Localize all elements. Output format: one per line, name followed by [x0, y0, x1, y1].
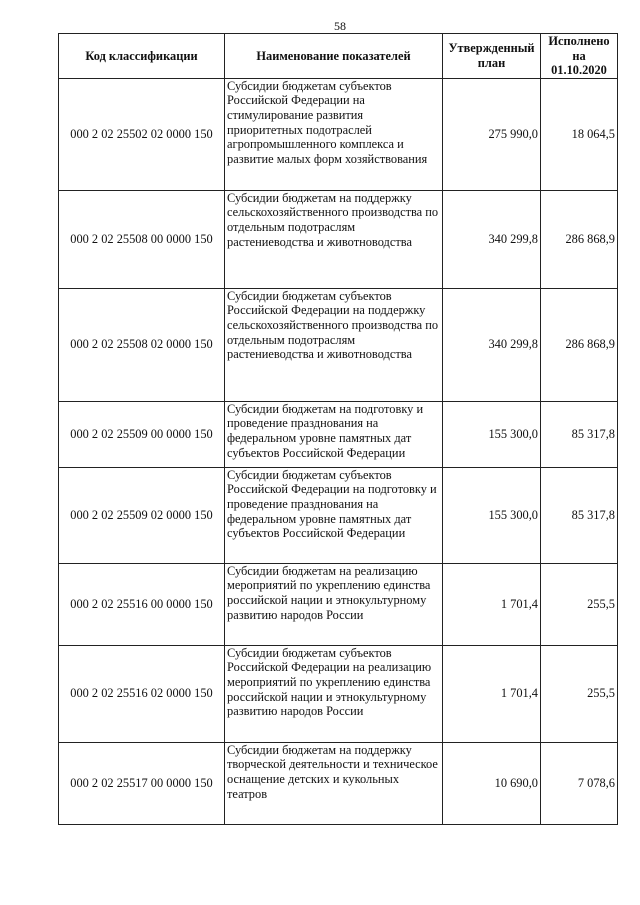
approved-plan: 340 299,8 — [443, 190, 541, 288]
executed-amount: 18 064,5 — [541, 78, 618, 190]
budget-table — [58, 33, 618, 825]
indicator-name: Субсидии бюджетам на подготовку и проведение празднования на федеральном уровне памятных дат субъектов Российской Федерации — [225, 401, 443, 467]
executed-amount: 255,5 — [541, 563, 618, 645]
table-row — [59, 401, 618, 467]
executed-amount: 85 317,8 — [541, 467, 618, 563]
approved-plan: 10 690,0 — [443, 742, 541, 824]
classification-code: 000 2 02 25516 02 0000 150 — [59, 645, 225, 742]
table-row — [59, 78, 618, 190]
table-row — [59, 645, 618, 742]
executed-amount: 85 317,8 — [541, 401, 618, 467]
approved-plan: 155 300,0 — [443, 467, 541, 563]
classification-code: 000 2 02 25517 00 0000 150 — [59, 742, 225, 824]
indicator-name: Субсидии бюджетам на поддержку сельскохозяйственного производства по отдельным подотраслям растениеводства и животноводства — [225, 190, 443, 288]
classification-code: 000 2 02 25509 00 0000 150 — [59, 401, 225, 467]
classification-code: 000 2 02 25516 00 0000 150 — [59, 563, 225, 645]
classification-code: 000 2 02 25508 00 0000 150 — [59, 190, 225, 288]
header-plan: Утвержденный план — [443, 34, 541, 79]
indicator-name: Субсидии бюджетам на поддержку творческой деятельности и техническое оснащение детских и кукольных театров — [225, 742, 443, 824]
approved-plan: 340 299,8 — [443, 288, 541, 401]
table-row — [59, 742, 618, 824]
table-row — [59, 467, 618, 563]
indicator-name: Субсидии бюджетам на реализацию мероприятий по укреплению единства российской нации и этнокультурному развитию народов России — [225, 563, 443, 645]
executed-amount: 286 868,9 — [541, 288, 618, 401]
classification-code: 000 2 02 25508 02 0000 150 — [59, 288, 225, 401]
page-number: 58 — [334, 19, 346, 33]
indicator-name: Субсидии бюджетам субъектов Российской Федерации на стимулирование развития приоритетных подотраслей агропромышленного комплекса и развитие малых форм хозяйствования — [225, 78, 443, 190]
executed-amount: 7 078,6 — [541, 742, 618, 824]
header-code: Код классификации — [59, 34, 225, 79]
header-name: Наименование показателей — [225, 34, 443, 79]
approved-plan: 1 701,4 — [443, 645, 541, 742]
executed-amount: 286 868,9 — [541, 190, 618, 288]
table-row — [59, 288, 618, 401]
approved-plan: 1 701,4 — [443, 563, 541, 645]
classification-code: 000 2 02 25509 02 0000 150 — [59, 467, 225, 563]
table-row — [59, 563, 618, 645]
table-header-row — [59, 34, 618, 79]
indicator-name: Субсидии бюджетам субъектов Российской Федерации на подготовку и проведение празднования на федеральном уровне памятных дат субъектов Российской Федерации — [225, 467, 443, 563]
approved-plan: 155 300,0 — [443, 401, 541, 467]
executed-amount: 255,5 — [541, 645, 618, 742]
table-row — [59, 190, 618, 288]
approved-plan: 275 990,0 — [443, 78, 541, 190]
header-executed: Исполнено на 01.10.2020 — [541, 34, 618, 79]
indicator-name: Субсидии бюджетам субъектов Российской Федерации на поддержку сельскохозяйственного производства по отдельным подотраслям растениеводства и животноводства — [225, 288, 443, 401]
indicator-name: Субсидии бюджетам субъектов Российской Федерации на реализацию мероприятий по укреплению единства российской нации и этнокультурному развитию народов России — [225, 645, 443, 742]
classification-code: 000 2 02 25502 02 0000 150 — [59, 78, 225, 190]
